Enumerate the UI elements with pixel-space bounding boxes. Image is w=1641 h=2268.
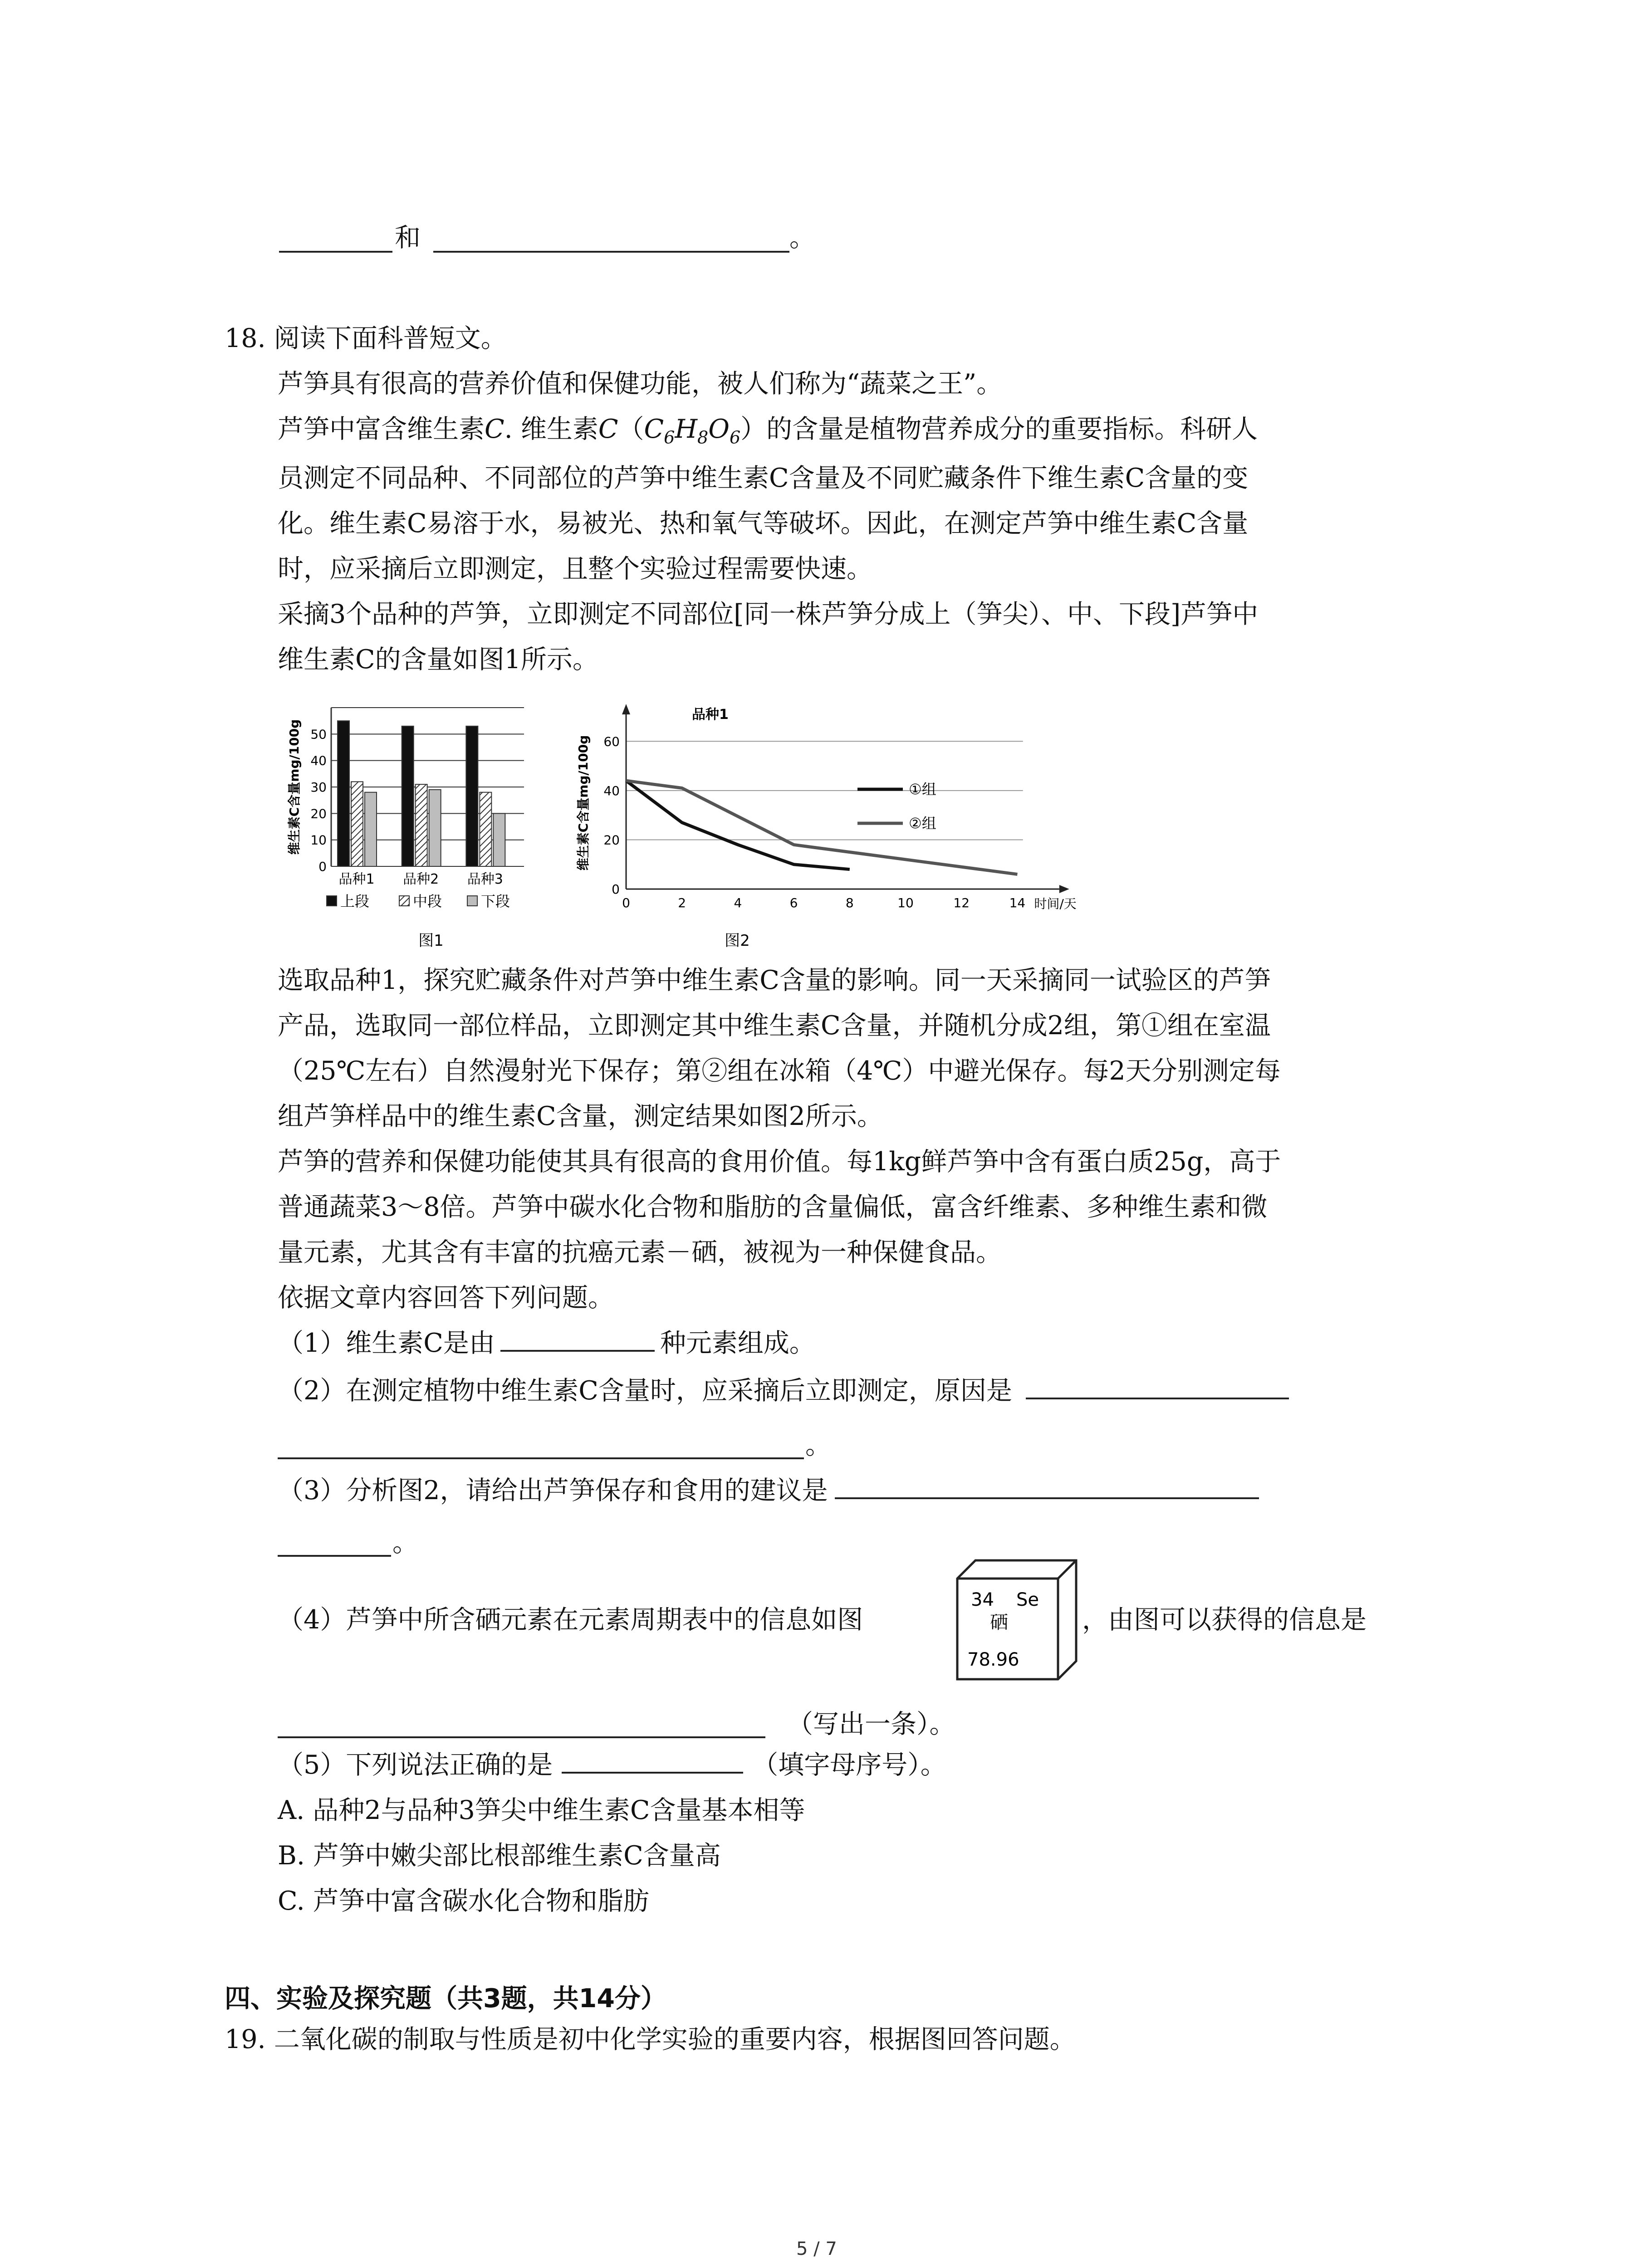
fig2-caption: 图2 (725, 932, 750, 950)
fig1-category-label: 品种2 (403, 871, 439, 887)
fig2-x-tick: 14 (1009, 895, 1026, 910)
option-a: A. 品种2与品种3笋尖中维生素C含量基本相等 (278, 1795, 805, 1825)
q18-p2-line4: 时，应采摘后立即测定，且整个实验过程需要快速。 (278, 554, 872, 584)
fig2-title: 品种1 (692, 707, 729, 723)
top-end: 。 (789, 223, 815, 253)
fig1-legend-swatch (327, 896, 337, 906)
q18-p1: 芦笋具有很高的营养价值和保健功能，被人们称为“蔬菜之王”。 (278, 369, 1003, 399)
section4-title: 四、实验及探究题（共3题，共14分） (225, 1984, 666, 2014)
q18-sub1: （1）维生素C是由 种元素组成。 (278, 1328, 815, 1358)
q18-sub5: （5）下列说法正确的是 （填字母序号）。 (278, 1750, 946, 1780)
sub3-blank-1[interactable] (835, 1494, 1259, 1499)
element-symbol: Se (1016, 1589, 1039, 1610)
fig1-bar-3-1 (466, 726, 478, 866)
fig2-legend-label: ②组 (909, 815, 936, 832)
q18-p3-line2: 维生素C的含量如图1所示。 (278, 645, 598, 675)
q18-sub3: （3）分析图2，请给出芦笋保存和食用的建议是 (278, 1474, 1259, 1507)
fig2-y-tick: 40 (603, 783, 620, 798)
sub3-blank-2[interactable] (278, 1551, 391, 1557)
fig2-y-tick: 0 (612, 882, 620, 897)
fig2-series-line-2 (626, 781, 1017, 874)
fig1-bar-2-2 (416, 784, 427, 866)
q18-p3-line1: 采摘3个品种的芦笋，立即测定不同部位[同一株芦笋分成上（笋尖）、中、下段]芦笋中 (278, 599, 1259, 629)
q18-p2-line1: 芦笋中富含维生素C. 维生素$C(C_6H_8O_6)$的含量是植物营养成分的重要指标。科研人 (278, 414, 1258, 448)
fig2-x-tick: 6 (789, 895, 798, 910)
element-name: 硒 (990, 1612, 1008, 1633)
fig2-x-tick: 0 (622, 895, 630, 910)
fig1-y-label: 维生素C含量mg/100g (287, 719, 302, 855)
fig1-bar-2-3 (429, 790, 441, 866)
fig1-bar-1-2 (351, 782, 363, 866)
fig1-caption: 图1 (418, 932, 444, 950)
sub2-blank-1[interactable] (1026, 1394, 1289, 1399)
q18-sub4b: ，由图可以获得的信息是 (1082, 1605, 1367, 1635)
fig2-x-arrow (1059, 885, 1069, 893)
q18-p5-line1: 芦笋的营养和保健功能使其具有很高的食用价值。每1kg鲜芦笋中含有蛋白质25g，高于 (278, 1147, 1281, 1177)
fig2-x-tick: 8 (845, 895, 854, 910)
fig1-y-tick: 10 (310, 832, 327, 848)
q18-p4-line1: 选取品种1，探究贮藏条件对芦笋中维生素C含量的影响。同一天采摘同一试验区的芦笋 (278, 965, 1271, 995)
fig1-bar-3-2 (480, 792, 491, 866)
fig1-bar-1-3 (365, 792, 377, 866)
fig1-y-tick: 30 (310, 780, 327, 795)
fig1-y-tick: 50 (310, 727, 327, 742)
page-number: 5 / 7 (796, 2239, 837, 2259)
figure1-bar-chart (277, 689, 558, 971)
fig2-y-tick: 60 (603, 734, 620, 749)
q18-p5-line3: 量元素，尤其含有丰富的抗癌元素－硒，被视为一种保健食品。 (278, 1237, 1002, 1267)
option-c: C. 芦笋中富含碳水化合物和脂肪 (278, 1886, 649, 1916)
fig2-x-tick: 10 (897, 895, 914, 910)
fig1-legend-swatch (399, 896, 409, 906)
q18-p5-line2: 普通蔬菜3～8倍。芦笋中碳水化合物和脂肪的含量偏低，富含纤维素、多种维生素和微 (278, 1192, 1268, 1222)
option-b: B. 芦笋中嫩尖部比根部维生素C含量高 (278, 1841, 721, 1871)
sub1-blank[interactable] (500, 1346, 655, 1352)
element-number: 34 (971, 1589, 994, 1610)
fig1-category-label: 品种1 (338, 871, 375, 887)
fig2-x-label: 时间/天 (1034, 896, 1077, 911)
top-blank-1[interactable] (279, 247, 392, 253)
q18-p6: 依据文章内容回答下列问题。 (278, 1283, 614, 1313)
fig1-y-tick: 40 (310, 753, 327, 768)
q18-title: 18. 阅读下面科普短文。 (225, 323, 507, 353)
fig1-legend-label: 中段 (413, 893, 442, 910)
q18-p4-line4: 组芦笋样品中的维生素C含量，测定结果如图2所示。 (278, 1101, 883, 1131)
q19-text: 19. 二氧化碳的制取与性质是初中化学实验的重要内容，根据图回答问题。 (225, 2024, 1076, 2054)
fig2-y-tick: 20 (603, 832, 620, 848)
fig1-bar-2-1 (402, 726, 414, 866)
sub3-end: 。 (392, 1528, 418, 1558)
fig2-y-arrow (622, 704, 630, 714)
sub2-end: 。 (805, 1430, 831, 1460)
fig2-series-line-1 (626, 781, 850, 869)
q18-sub4a: （4）芦笋中所含硒元素在元素周期表中的信息如图 (278, 1605, 863, 1635)
fig1-legend-label: 下段 (481, 893, 510, 910)
fig2-legend-label: ①组 (909, 781, 936, 798)
q18-sub4-end: （写出一条）。 (787, 1709, 955, 1739)
fig1-y-tick: 0 (318, 859, 327, 874)
q18-p2-line3: 化。维生素C易溶于水，易被光、热和氧气等破坏。因此，在测定芦笋中维生素C含量 (278, 508, 1249, 538)
fig1-bar-3-3 (493, 813, 505, 866)
fig2-y-label: 维生素C含量mg/100g (576, 735, 591, 871)
element-mass: 78.96 (967, 1649, 1019, 1670)
selenium-element-card (957, 1560, 1080, 1687)
q18-p2-line2: 员测定不同品种、不同部位的芦笋中维生素C含量及不同贮藏条件下维生素C含量的变 (278, 463, 1249, 493)
sub2-blank-2[interactable] (278, 1454, 804, 1459)
formula-vitamin-c: $C_6H_8O_6$ (644, 414, 741, 448)
sub5-blank[interactable] (562, 1768, 743, 1774)
fig2-x-tick: 12 (953, 895, 970, 910)
fig2-x-tick: 4 (734, 895, 742, 910)
top-conj: 和 (395, 223, 421, 253)
sub4-blank[interactable] (278, 1733, 765, 1738)
fig1-legend-swatch (467, 896, 477, 906)
figure2-line-chart (569, 701, 1077, 973)
top-blank-2[interactable] (433, 247, 789, 253)
fig1-bar-1-1 (338, 721, 349, 866)
q18-p4-line2: 产品，选取同一部位样品，立即测定其中维生素C含量，并随机分成2组，第①组在室温 (278, 1011, 1271, 1041)
fig1-category-label: 品种3 (467, 871, 503, 887)
fig1-y-tick: 20 (310, 806, 327, 821)
fig2-x-tick: 2 (678, 895, 686, 910)
q18-sub2: （2）在测定植物中维生素C含量时，应采摘后立即测定，原因是 (278, 1374, 1289, 1407)
fig1-legend-label: 上段 (340, 893, 370, 910)
q18-p4-line3: （25℃左右）自然漫射光下保存；第②组在冰箱（4℃）中避光保存。每2天分别测定每 (278, 1056, 1281, 1086)
